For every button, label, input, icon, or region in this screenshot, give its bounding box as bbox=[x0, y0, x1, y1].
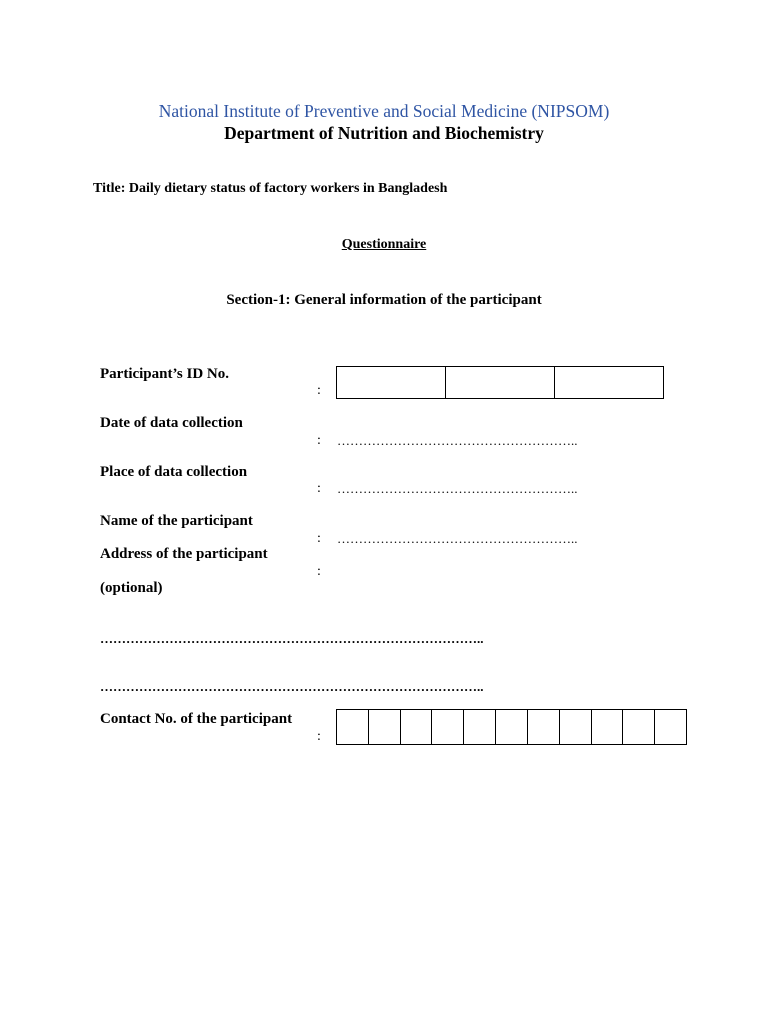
department-name: Department of Nutrition and Biochemistry bbox=[224, 123, 544, 143]
place-label: Place of data collection bbox=[100, 464, 248, 480]
place-blank[interactable]: ……………………………………………….. bbox=[337, 481, 578, 496]
name-colon: : bbox=[317, 531, 321, 546]
address-line-1[interactable]: …………………………………………………………………………….. bbox=[100, 631, 484, 646]
contact-digit-box[interactable] bbox=[591, 710, 623, 744]
address-optional-note: (optional) bbox=[100, 580, 163, 596]
contact-label: Contact No. of the participant bbox=[100, 711, 293, 727]
contact-digit-box[interactable] bbox=[368, 710, 400, 744]
participant-id-box[interactable] bbox=[554, 367, 663, 398]
date-label: Date of data collection bbox=[100, 415, 243, 431]
contact-digit-box[interactable] bbox=[431, 710, 463, 744]
participant-id-box[interactable] bbox=[337, 367, 445, 398]
contact-digit-box[interactable] bbox=[527, 710, 559, 744]
address-line-2[interactable]: …………………………………………………………………………….. bbox=[100, 679, 484, 694]
section-heading: Section-1: General information of the participant bbox=[226, 292, 542, 308]
name-label: Name of the participant bbox=[100, 513, 253, 529]
participant-id-boxes bbox=[336, 366, 664, 399]
form-title: Title: Daily dietary status of factory workers in Bangladesh bbox=[93, 181, 448, 196]
contact-digit-box[interactable] bbox=[337, 710, 368, 744]
place-colon: : bbox=[317, 481, 321, 496]
contact-digit-box[interactable] bbox=[495, 710, 527, 744]
questionnaire-heading: Questionnaire bbox=[341, 237, 427, 252]
address-label: Address of the participant bbox=[100, 546, 268, 562]
institute-name: National Institute of Preventive and Social Medicine (NIPSOM) bbox=[158, 101, 610, 121]
date-colon: : bbox=[317, 433, 321, 448]
contact-digit-box[interactable] bbox=[654, 710, 686, 744]
contact-digit-box[interactable] bbox=[559, 710, 591, 744]
contact-digit-box[interactable] bbox=[463, 710, 495, 744]
contact-number-boxes bbox=[336, 709, 687, 745]
address-colon: : bbox=[317, 564, 321, 579]
contact-colon: : bbox=[317, 729, 321, 744]
date-blank[interactable]: ……………………………………………….. bbox=[337, 433, 578, 448]
participant-id-label: Participant’s ID No. bbox=[100, 366, 230, 382]
participant-id-colon: : bbox=[317, 383, 321, 398]
name-blank[interactable]: ……………………………………………….. bbox=[337, 531, 578, 546]
participant-id-box[interactable] bbox=[445, 367, 554, 398]
contact-digit-box[interactable] bbox=[400, 710, 432, 744]
contact-digit-box[interactable] bbox=[622, 710, 654, 744]
